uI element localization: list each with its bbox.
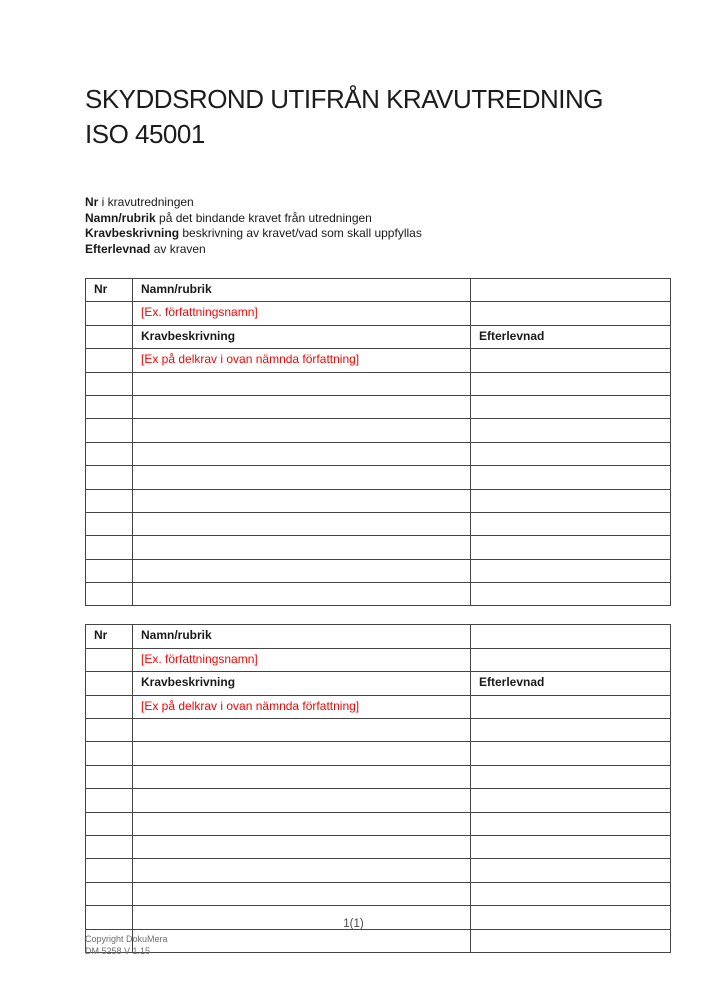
description-cell[interactable]: [133, 372, 471, 395]
table-row: [86, 466, 671, 489]
table-row: [86, 325, 671, 348]
name-column-header: Namn/rubrik: [133, 625, 471, 648]
table-row: [86, 536, 671, 559]
nr-cell[interactable]: [86, 835, 133, 858]
nr-cell[interactable]: [86, 695, 133, 718]
legend-line-namn: [85, 211, 625, 227]
compliance-cell[interactable]: [471, 395, 671, 418]
compliance-cell[interactable]: [471, 512, 671, 535]
legend-term: Kravbeskrivning: [85, 226, 180, 240]
nr-cell[interactable]: [86, 812, 133, 835]
page-number: 1(1): [343, 918, 364, 930]
compliance-column-header: Efterlevnad: [471, 325, 671, 348]
header-empty-cell[interactable]: [471, 625, 671, 648]
legend-line-kravbeskrivning: [85, 226, 625, 242]
description-cell[interactable]: [133, 812, 471, 835]
table-row: [86, 835, 671, 858]
tables: [85, 278, 623, 971]
compliance-column-header: Efterlevnad: [471, 672, 671, 695]
empty-cell[interactable]: [471, 648, 671, 671]
name-placeholder-cell[interactable]: [Ex. författningsnamn]: [133, 302, 471, 325]
compliance-cell[interactable]: [471, 442, 671, 465]
description-cell[interactable]: [133, 536, 471, 559]
nr-cell[interactable]: [86, 648, 133, 671]
table-row: [86, 882, 671, 905]
nr-cell[interactable]: [86, 512, 133, 535]
requirements-table: [85, 624, 671, 952]
empty-cell[interactable]: [471, 349, 671, 372]
table-row: [86, 812, 671, 835]
page-title: [85, 82, 645, 152]
table-row: [86, 349, 671, 372]
compliance-cell[interactable]: [471, 789, 671, 812]
compliance-cell[interactable]: [471, 536, 671, 559]
table-row: [86, 279, 671, 302]
description-placeholder-cell[interactable]: [Ex på delkrav i ovan nämnda författning]: [133, 349, 471, 372]
footer-copyright: Copyright DokuMera: [85, 934, 168, 944]
description-cell[interactable]: [133, 466, 471, 489]
table-row: [86, 672, 671, 695]
table-row: [86, 489, 671, 512]
table-row: [86, 695, 671, 718]
empty-cell[interactable]: [471, 302, 671, 325]
compliance-cell[interactable]: [471, 583, 671, 606]
compliance-cell[interactable]: [471, 489, 671, 512]
table-row: [86, 789, 671, 812]
compliance-cell[interactable]: [471, 466, 671, 489]
nr-cell[interactable]: [86, 419, 133, 442]
legend-term: Namn/rubrik: [85, 210, 156, 225]
description-cell[interactable]: [133, 559, 471, 582]
nr-cell[interactable]: [86, 559, 133, 582]
compliance-cell[interactable]: [471, 859, 671, 882]
footer: [85, 934, 168, 957]
nr-cell[interactable]: [86, 672, 133, 695]
description-cell[interactable]: [133, 489, 471, 512]
description-cell[interactable]: [133, 882, 471, 905]
compliance-cell[interactable]: [471, 559, 671, 582]
description-column-header: Kravbeskrivning: [133, 672, 471, 695]
nr-cell[interactable]: [86, 325, 133, 348]
table-row: [86, 302, 671, 325]
footer-version: DM 5258 V 1.15: [85, 945, 151, 956]
table-row: [86, 929, 671, 952]
description-column-header: Kravbeskrivning: [133, 325, 471, 348]
description-cell[interactable]: [133, 419, 471, 442]
description-placeholder-cell[interactable]: [Ex på delkrav i ovan nämnda författning]: [133, 695, 471, 718]
description-cell[interactable]: [133, 859, 471, 882]
description-cell[interactable]: [133, 719, 471, 742]
description-cell[interactable]: [133, 789, 471, 812]
table-row: [86, 559, 671, 582]
header-empty-cell[interactable]: [471, 279, 671, 302]
nr-cell[interactable]: [86, 789, 133, 812]
empty-cell[interactable]: [471, 695, 671, 718]
legend-text: i kravutredningen: [98, 195, 194, 209]
table-row: [86, 419, 671, 442]
table-row: [86, 372, 671, 395]
legend-text: på det bindande kravet från utredningen: [155, 210, 372, 225]
table-row: [86, 648, 671, 671]
compliance-cell[interactable]: [471, 372, 671, 395]
nr-cell[interactable]: [86, 372, 133, 395]
compliance-cell[interactable]: [471, 742, 671, 765]
compliance-cell[interactable]: [471, 719, 671, 742]
page-title-line1: SKYDDSROND UTIFRÅN KRAVUTREDNING: [85, 84, 604, 114]
description-cell[interactable]: [133, 512, 471, 535]
table-row: [86, 742, 671, 765]
table-row: [86, 719, 671, 742]
legend-term: Nr: [85, 195, 99, 209]
nr-column-header: Nr: [86, 279, 133, 302]
nr-cell[interactable]: [86, 349, 133, 372]
table-row: [86, 395, 671, 418]
legend: [85, 195, 625, 257]
nr-cell[interactable]: [86, 765, 133, 788]
table-row: [86, 765, 671, 788]
description-cell[interactable]: [133, 442, 471, 465]
compliance-cell[interactable]: [471, 765, 671, 788]
description-cell[interactable]: [133, 765, 471, 788]
compliance-cell[interactable]: [471, 882, 671, 905]
nr-cell[interactable]: [86, 742, 133, 765]
nr-cell[interactable]: [86, 859, 133, 882]
description-cell[interactable]: [133, 929, 471, 952]
legend-line-nr: [85, 195, 625, 211]
legend-text: beskrivning av kravet/vad som skall uppfyllas: [179, 226, 422, 240]
legend-term: Efterlevnad: [85, 241, 151, 256]
compliance-cell[interactable]: [471, 929, 671, 952]
legend-line-efterlevnad: [85, 242, 625, 258]
table-row: [86, 625, 671, 648]
nr-cell[interactable]: [86, 536, 133, 559]
compliance-cell[interactable]: [471, 812, 671, 835]
nr-cell[interactable]: [86, 442, 133, 465]
description-cell[interactable]: [133, 742, 471, 765]
description-cell[interactable]: [133, 583, 471, 606]
compliance-cell[interactable]: [471, 419, 671, 442]
nr-cell[interactable]: [86, 302, 133, 325]
name-placeholder-cell[interactable]: [Ex. författningsnamn]: [133, 648, 471, 671]
description-cell[interactable]: [133, 835, 471, 858]
legend-text: av kraven: [150, 241, 206, 256]
nr-cell[interactable]: [86, 466, 133, 489]
nr-cell[interactable]: [86, 719, 133, 742]
table-row: [86, 859, 671, 882]
nr-column-header: Nr: [86, 625, 133, 648]
description-cell[interactable]: [133, 395, 471, 418]
page-title-line2: ISO 45001: [85, 119, 205, 149]
table-row: [86, 442, 671, 465]
nr-cell[interactable]: [86, 583, 133, 606]
nr-cell[interactable]: [86, 395, 133, 418]
table-row: [86, 512, 671, 535]
requirements-table: [85, 278, 671, 606]
table-row: [86, 583, 671, 606]
nr-cell[interactable]: [86, 882, 133, 905]
nr-cell[interactable]: [86, 489, 133, 512]
compliance-cell[interactable]: [471, 835, 671, 858]
name-column-header: Namn/rubrik: [133, 279, 471, 302]
